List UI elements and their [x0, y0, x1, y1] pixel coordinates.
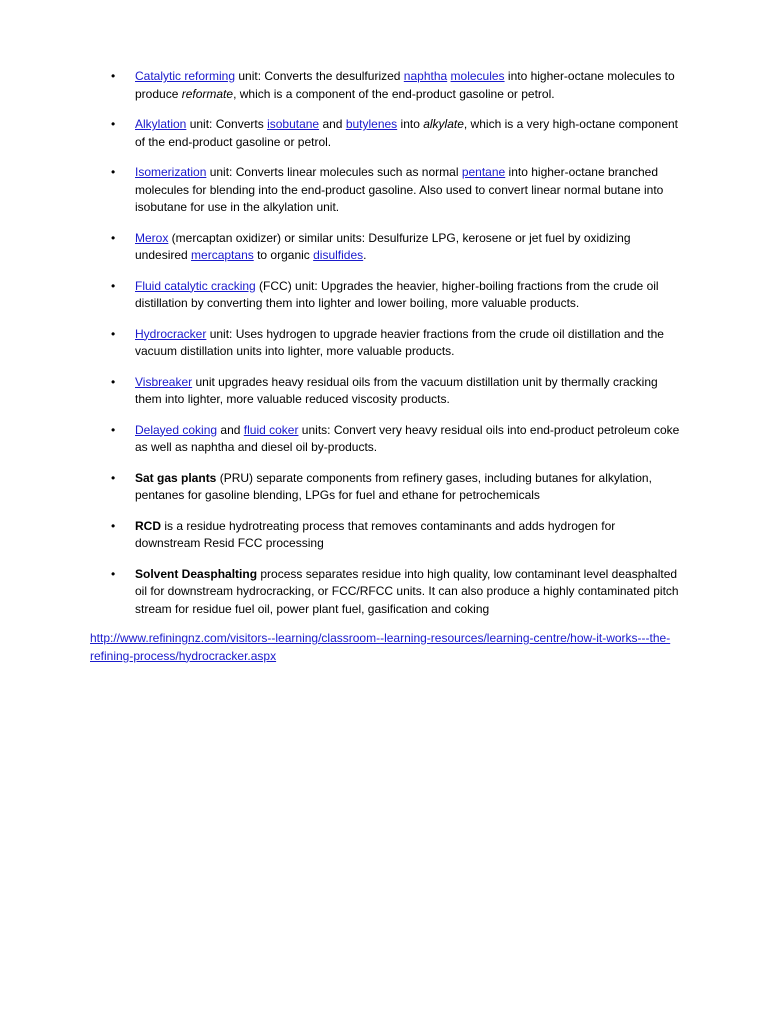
link-butylenes[interactable]: butylenes	[345, 117, 398, 131]
item-text: , which is a very high-octane component of the end-product gasoline or petrol.	[135, 117, 679, 149]
list-item-delayed-coking	[135, 422, 680, 457]
link-mercaptans[interactable]: mercaptans	[191, 248, 254, 262]
item-text: unit: Converts linear molecules such as normal	[206, 165, 462, 179]
link-visbreaker[interactable]: Visbreaker	[135, 374, 193, 389]
refinery-units-list	[135, 68, 680, 631]
item-text: unit: Converts	[186, 117, 268, 131]
item-emphasis: reformate	[181, 86, 234, 101]
link-fluid-coker[interactable]: fluid coker	[243, 422, 299, 437]
link-pentane[interactable]: pentane	[461, 165, 506, 179]
item-text: (PRU) separate components from refinery gases, including butanes for alkylation, pentanes for gasoline blending, LPGs for fuel and ethane for petrochemicals	[135, 470, 652, 502]
item-text: to organic	[253, 248, 314, 262]
item-text: and	[217, 422, 244, 437]
item-text: into higher-octane branched molecules for blending into the end-product gasoline. Also used to convert linear normal butane into isobutane for use in the alkylation unit.	[135, 165, 664, 214]
item-text: is a residue hydrotreating process that removes contaminants and adds hydrogen for downstream Resid FCC processing	[135, 518, 616, 550]
link-isobutane[interactable]: isobutane	[267, 117, 320, 131]
source-reference	[90, 630, 685, 665]
link-naphtha[interactable]: naphtha	[403, 69, 448, 83]
item-text: into	[397, 117, 424, 131]
item-text: unit upgrades heavy residual oils from the vacuum distillation unit by thermally cracking them into lighter, more valuable reduced viscosity products.	[135, 374, 658, 406]
list-item-visbreaker	[135, 374, 680, 409]
link-fluid-catalytic-cracking[interactable]: Fluid catalytic cracking	[135, 278, 256, 293]
list-item-hydrocracker	[135, 326, 680, 361]
list-item-fluid-catalytic-cracking	[135, 278, 680, 313]
list-item-rcd	[135, 518, 680, 553]
list-item-isomerization	[135, 164, 680, 217]
item-term: Sat gas plants	[135, 470, 217, 485]
list-item-sat-gas-plants	[135, 470, 680, 505]
item-term: RCD	[135, 518, 161, 533]
item-text: .	[363, 248, 367, 262]
list-item-merox	[135, 230, 680, 265]
item-text: unit: Converts the desulfurized	[235, 69, 404, 83]
item-text: units: Convert very heavy residual oils into end-product petroleum coke as well as naphtha and diesel oil by-products.	[135, 422, 680, 454]
link-delayed-coking[interactable]: Delayed coking	[135, 422, 218, 437]
list-item-catalytic-reforming	[135, 68, 680, 103]
link-disulfides[interactable]: disulfides	[313, 248, 364, 262]
list-item-solvent-deasphalting	[135, 566, 680, 619]
link-molecules[interactable]: molecules	[450, 69, 505, 83]
item-text: (mercaptan oxidizer) or similar units: Desulfurize LPG, kerosene or jet fuel by oxidizing undesired	[135, 230, 631, 262]
list-item-alkylation	[135, 116, 680, 151]
link-catalytic-reforming[interactable]: Catalytic reforming	[135, 69, 236, 83]
item-text: into higher-octane molecules to produce	[135, 69, 675, 101]
link-alkylation[interactable]: Alkylation	[135, 117, 187, 131]
item-text: unit: Uses hydrogen to upgrade heavier fractions from the crude oil distillation and the vacuum distillation units into lighter, more valuable products.	[135, 326, 664, 358]
item-term: Solvent Deasphalting	[135, 566, 258, 581]
item-text: process separates residue into high quality, low contaminant level deasphalted oil for downstream hydrocracking, or FCC/RFCC units. It can also produce a highly contaminated pitch stream for residue fuel oil, power plant fuel, gasification and coking	[135, 566, 679, 616]
item-text: , which is a component of the end-product gasoline or petrol.	[233, 86, 555, 101]
source-url-link[interactable]: http://www.refiningnz.com/visitors--learning/classroom--learning-resources/learning-centre/how-it-works---the-refining-process/hydrocracker.aspx	[90, 631, 671, 663]
item-emphasis: alkylate	[423, 117, 464, 131]
link-hydrocracker[interactable]: Hydrocracker	[135, 326, 207, 341]
item-text: (FCC) unit: Upgrades the heavier, higher-boiling fractions from the crude oil distillation by converting them into lighter and lower boiling, more valuable products.	[135, 278, 659, 310]
link-isomerization[interactable]: Isomerization	[135, 165, 207, 179]
item-text: and	[319, 117, 346, 131]
link-merox[interactable]: Merox	[135, 230, 169, 245]
